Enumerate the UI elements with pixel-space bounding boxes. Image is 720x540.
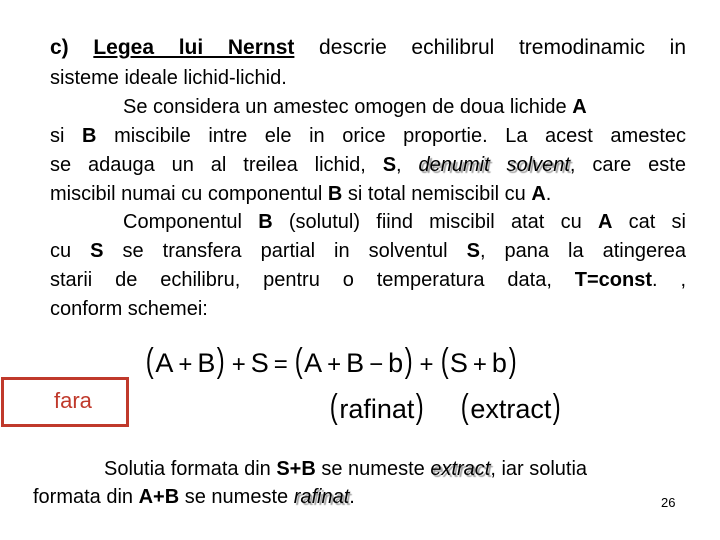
text: . — [545, 183, 552, 205]
bold-term: S — [466, 240, 480, 262]
paren: ( — [329, 388, 338, 426]
eq-term: b — [388, 348, 404, 378]
paren: ) — [404, 342, 413, 380]
bold-term: B — [82, 125, 97, 147]
text: si total nemiscibil cu — [342, 183, 532, 205]
para3-line3 — [50, 266, 686, 294]
fara-label: fara — [54, 388, 92, 413]
paren: ) — [508, 342, 517, 380]
italic-term: rafinat — [293, 486, 350, 508]
text: . — [349, 486, 355, 508]
bold-term: S — [382, 154, 397, 176]
text: Componentul — [123, 211, 259, 233]
text: , iar solutia — [490, 458, 588, 480]
text: , — [396, 154, 419, 176]
para2-line1 — [123, 93, 587, 121]
para4-line2 — [33, 483, 355, 511]
para4-line1 — [104, 455, 587, 483]
para3-line2 — [50, 237, 686, 265]
paren: ( — [145, 342, 154, 380]
para2-line3 — [50, 151, 686, 179]
eq-operator: + — [419, 351, 434, 378]
eq-operator: + — [327, 351, 342, 378]
bold-term: T=const — [574, 269, 653, 291]
italic-term: denumit solvent — [418, 154, 570, 176]
paren: ) — [553, 388, 561, 426]
eq-term: B — [197, 348, 216, 378]
section-prefix: c) — [50, 36, 94, 59]
section-title: Legea lui Nernst — [93, 36, 295, 59]
text: Se considera un amestec omogen de doua lichide — [123, 96, 573, 118]
text: miscibil numai cu componentul — [50, 183, 328, 205]
para3-line4: conform schemei: — [50, 298, 208, 320]
eq-operator: + — [472, 351, 487, 378]
heading-rest: descrie echilibrul tremodinamic in — [294, 36, 686, 59]
eq-term: A — [155, 348, 174, 378]
bold-term: A — [531, 183, 546, 205]
text: Solutia formata din — [104, 458, 277, 480]
bold-term: B — [258, 211, 273, 233]
bold-term: A+B — [138, 486, 180, 508]
text: , pana la atingerea — [479, 240, 686, 262]
nernst-equation — [144, 344, 518, 382]
text: formata din — [33, 486, 139, 508]
paren: ) — [416, 388, 425, 426]
italic-term: extract — [430, 458, 491, 480]
text: se transfera partial in solventul — [103, 240, 467, 262]
eq-label: extract — [470, 394, 552, 424]
text: miscibile intre ele in orice proportie. La acest amestec — [96, 125, 687, 147]
text: se adauga un al treilea lichid, — [50, 154, 383, 176]
eq-term: B — [346, 348, 365, 378]
text: , care este — [569, 154, 686, 176]
equation-label-rafinat — [328, 390, 426, 426]
para3-line1 — [123, 208, 686, 236]
text: se numeste — [315, 458, 431, 480]
fara-box — [1, 377, 129, 427]
eq-term: A — [304, 348, 323, 378]
heading-line — [50, 34, 686, 62]
equation-label-extract — [459, 390, 563, 426]
text: se numeste — [179, 486, 294, 508]
para2-line4 — [50, 180, 551, 208]
text: cu — [50, 240, 91, 262]
text: . , — [652, 269, 686, 291]
eq-term: S — [449, 348, 468, 378]
bold-term: B — [327, 183, 343, 205]
eq-operator: − — [369, 351, 384, 378]
eq-term: S — [250, 348, 269, 378]
bold-term: A — [597, 211, 613, 233]
para1-line2: sisteme ideale lichid-lichid. — [50, 67, 287, 89]
bold-term: S — [90, 240, 104, 262]
text: (solutul) fiind miscibil atat cu — [272, 211, 598, 233]
paren: ( — [440, 342, 449, 380]
bold-term: A — [572, 96, 587, 118]
eq-operator: + — [178, 351, 193, 378]
eq-term: b — [491, 348, 507, 378]
paren: ( — [294, 342, 303, 380]
para2-line2 — [50, 122, 686, 150]
eq-operator: + — [231, 351, 246, 378]
eq-label: rafinat — [339, 394, 415, 424]
page-number: 26 — [661, 495, 676, 510]
text: si — [50, 125, 83, 147]
text: starii de echilibru, pentru o temperatura data, — [50, 269, 575, 291]
bold-term: S+B — [276, 458, 316, 480]
text: cat si — [612, 211, 686, 233]
paren: ( — [460, 388, 469, 426]
eq-operator: = — [273, 351, 288, 378]
paren: ) — [217, 342, 226, 380]
